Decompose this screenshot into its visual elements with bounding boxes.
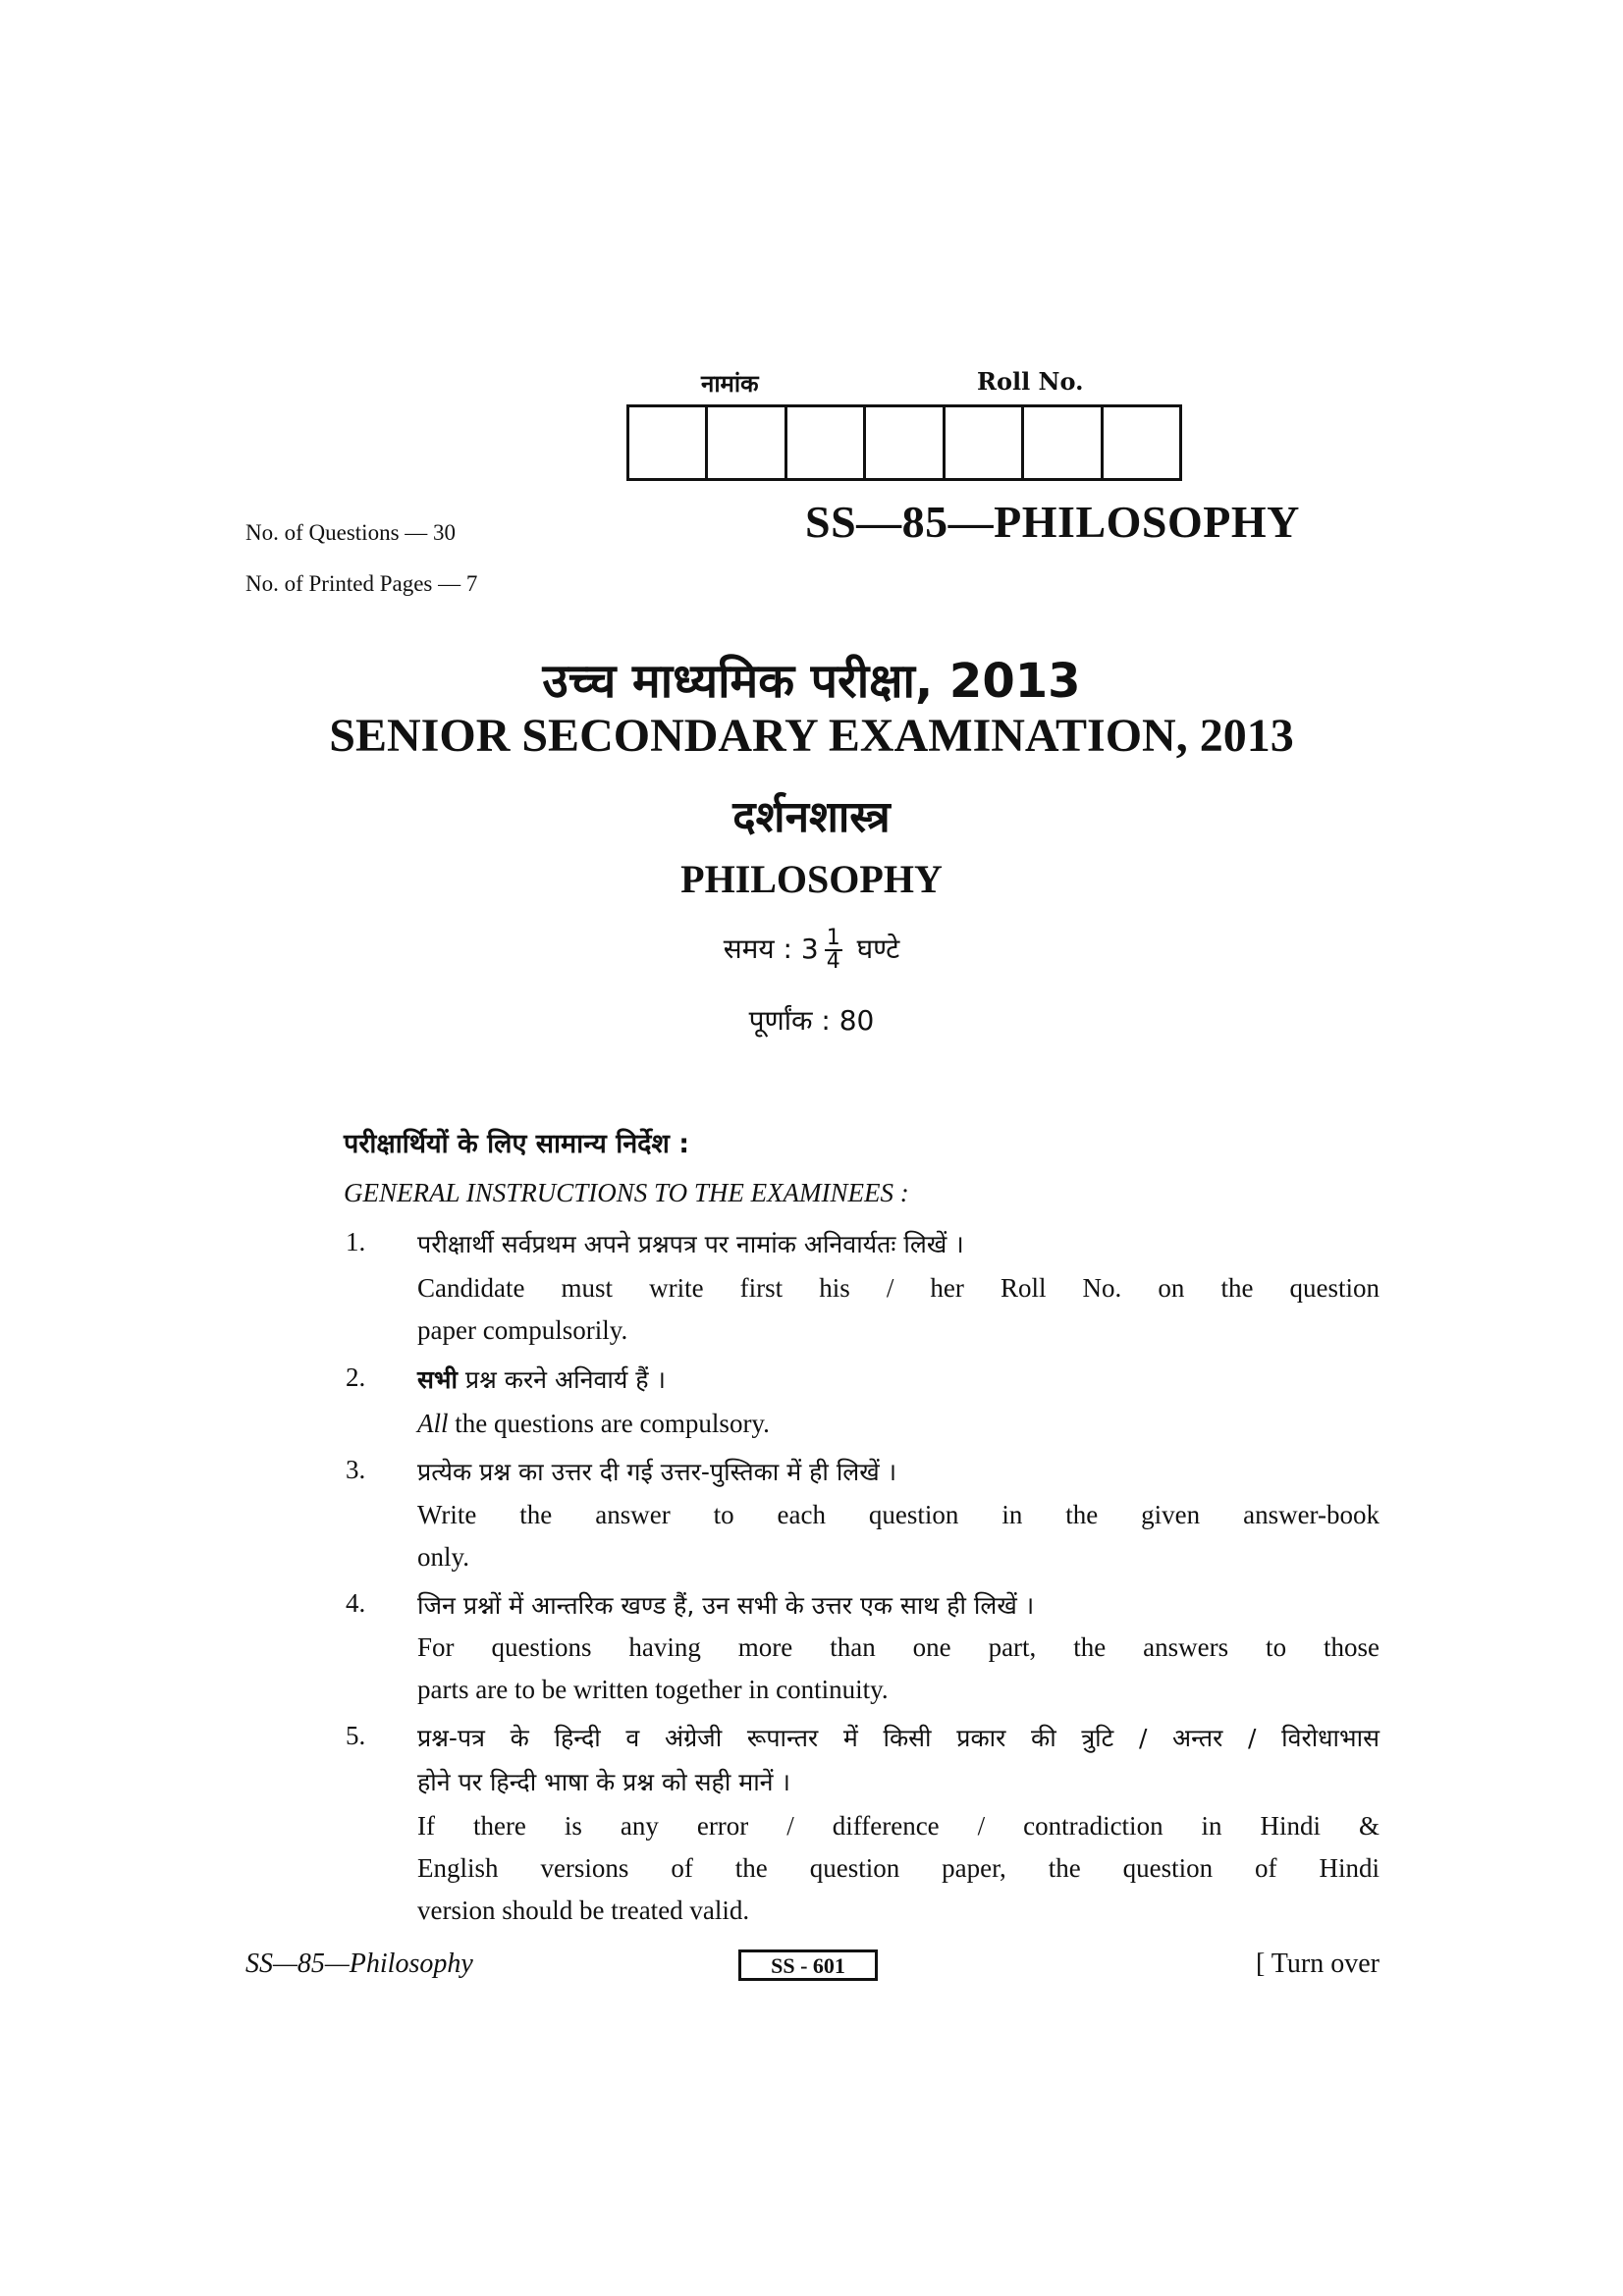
instruction-4-english-line-2: parts are to be written together in continuity. <box>417 1675 889 1704</box>
time-fraction: $\frac{1}{4}$ <box>826 926 840 974</box>
instruction-number: 5. <box>346 1721 366 1750</box>
exam-title-english: SENIOR SECONDARY EXAMINATION, 2013 <box>329 710 1294 762</box>
instruction-1-english-line-1: Candidate must write first his / her Roll No. on the question <box>417 1273 1380 1303</box>
exam-title-hindi: उच्च माध्यमिक परीक्षा, 2013 <box>542 654 1081 709</box>
instruction-5-english-line-3: version should be treated valid. <box>417 1896 750 1925</box>
footer-code-box: SS - 601 <box>738 1949 878 1981</box>
instruction-2-hindi: सभी प्रश्न करने अनिवार्य हैं । <box>417 1365 666 1394</box>
instruction-2-english: All the questions are compulsory. <box>417 1409 770 1438</box>
instruction-1-english-line-2: paper compulsorily. <box>417 1315 628 1345</box>
instruction-number: 3. <box>346 1455 366 1484</box>
instruction-number: 1. <box>346 1227 366 1256</box>
roll-label-hindi: नामांक <box>701 369 759 398</box>
instruction-5-english-line-2: English versions of the question paper, the question of Hindi <box>417 1853 1380 1883</box>
paper-code: SS—85—PHILOSOPHY <box>805 497 1300 547</box>
roll-digit-box[interactable] <box>629 407 708 478</box>
instruction-4-english-line-1: For questions having more than one part, the answers to those <box>417 1632 1380 1662</box>
roll-digit-box[interactable] <box>708 407 786 478</box>
roll-digit-box[interactable] <box>1024 407 1103 478</box>
subject-title-english: PHILOSOPHY <box>680 857 943 901</box>
instruction-5-english-line-1: If there is any error / difference / contradiction in Hindi & <box>417 1811 1380 1841</box>
roll-number-boxes <box>626 404 1182 481</box>
number-of-questions: No. of Questions — 30 <box>245 520 457 545</box>
instruction-number: 2. <box>346 1362 366 1392</box>
instructions-heading-hindi: परीक्षार्थियों के लिए सामान्य निर्देश : <box>344 1129 690 1159</box>
instruction-4-hindi: जिन प्रश्नों में आन्तरिक खण्ड हैं, उन सभी के उत्तर एक साथ ही लिखें । <box>417 1591 1035 1620</box>
instruction-3-english-line-1: Write the answer to each question in the given answer-book <box>417 1500 1380 1529</box>
instruction-number: 4. <box>346 1588 366 1618</box>
exam-duration <box>0 928 1623 973</box>
instruction-5-hindi-line-1: प्रश्न-पत्र के हिन्दी व अंग्रेजी रूपान्तर में किसी प्रकार की त्रुटि / अन्तर / विरोधाभास <box>417 1724 1380 1752</box>
instruction-3-hindi: प्रत्येक प्रश्न का उत्तर दी गई उत्तर-पुस्तिका में ही लिखें । <box>417 1458 897 1486</box>
roll-digit-box[interactable] <box>787 407 866 478</box>
instruction-3-english-line-2: only. <box>417 1542 469 1572</box>
maximum-marks: पूर्णांक : 80 <box>748 1004 875 1037</box>
roll-label-english: Roll No. <box>977 367 1084 396</box>
time-label: समय : 3 <box>723 933 819 965</box>
subject-title-hindi: दर्शनशास्त्र <box>732 792 891 842</box>
roll-digit-box[interactable] <box>1104 407 1179 478</box>
roll-digit-box[interactable] <box>866 407 945 478</box>
turn-over-label: [ Turn over <box>1255 1949 1380 1979</box>
instruction-5-hindi-line-2: होने पर हिन्दी भाषा के प्रश्न को सही मानें । <box>417 1768 790 1796</box>
instructions-heading-english: GENERAL INSTRUCTIONS TO THE EXAMINEES : <box>344 1178 909 1207</box>
number-of-printed-pages: No. of Printed Pages — 7 <box>245 571 478 596</box>
footer-paper-name: SS—85—Philosophy <box>245 1949 473 1979</box>
instruction-1-hindi: परीक्षार्थी सर्वप्रथम अपने प्रश्नपत्र पर नामांक अनिवार्यतः लिखें । <box>417 1230 964 1258</box>
time-unit: घण्टे <box>856 933 900 965</box>
roll-digit-box[interactable] <box>946 407 1024 478</box>
